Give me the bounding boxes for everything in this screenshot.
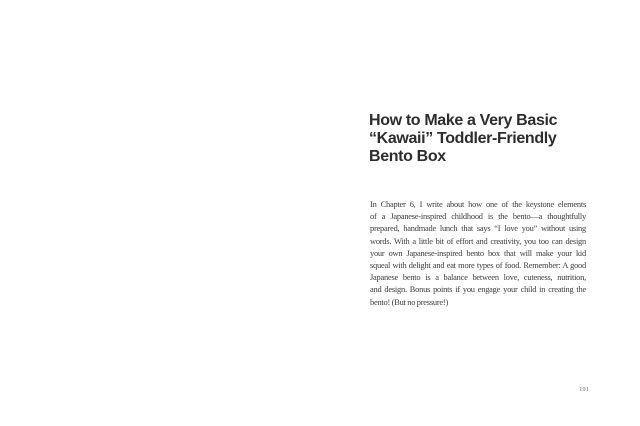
paragraph-line: your own Japanese-inspired bento box that will make your kid [370,248,586,258]
chapter-title-line-3: Bento Box [369,148,446,166]
chapter-title-line-1: How to Make a Very Basic [369,112,558,129]
chapter-intro-paragraph [370,199,586,309]
paragraph-line: In Chapter 6, I write about how one of the keystone elements [370,200,586,209]
paragraph-line: Japanese bento is a balance between love, cuteness, nutrition, [370,273,586,283]
right-page [320,0,640,426]
paragraph-line: squeal with delight and eat more types of food. Remember: A good [370,261,586,271]
paragraph-line: words. With a little bit of effort and creativity, you too can design [370,236,586,246]
paragraph-line: of a Japanese-inspired childhood is the bento—a thoughtfully [370,212,586,222]
chapter-title [369,112,579,167]
chapter-title-line-2: “Kawaii” Toddler-Friendly [369,130,557,148]
paragraph-line: prepared, handmade lunch that says “I love you” without using [370,224,586,234]
paragraph-line: and design. Bonus points if you engage your child in creating the [370,285,586,295]
paragraph-line: bento! (But no pressure!) [370,297,449,307]
page-number: 191 [579,386,589,393]
